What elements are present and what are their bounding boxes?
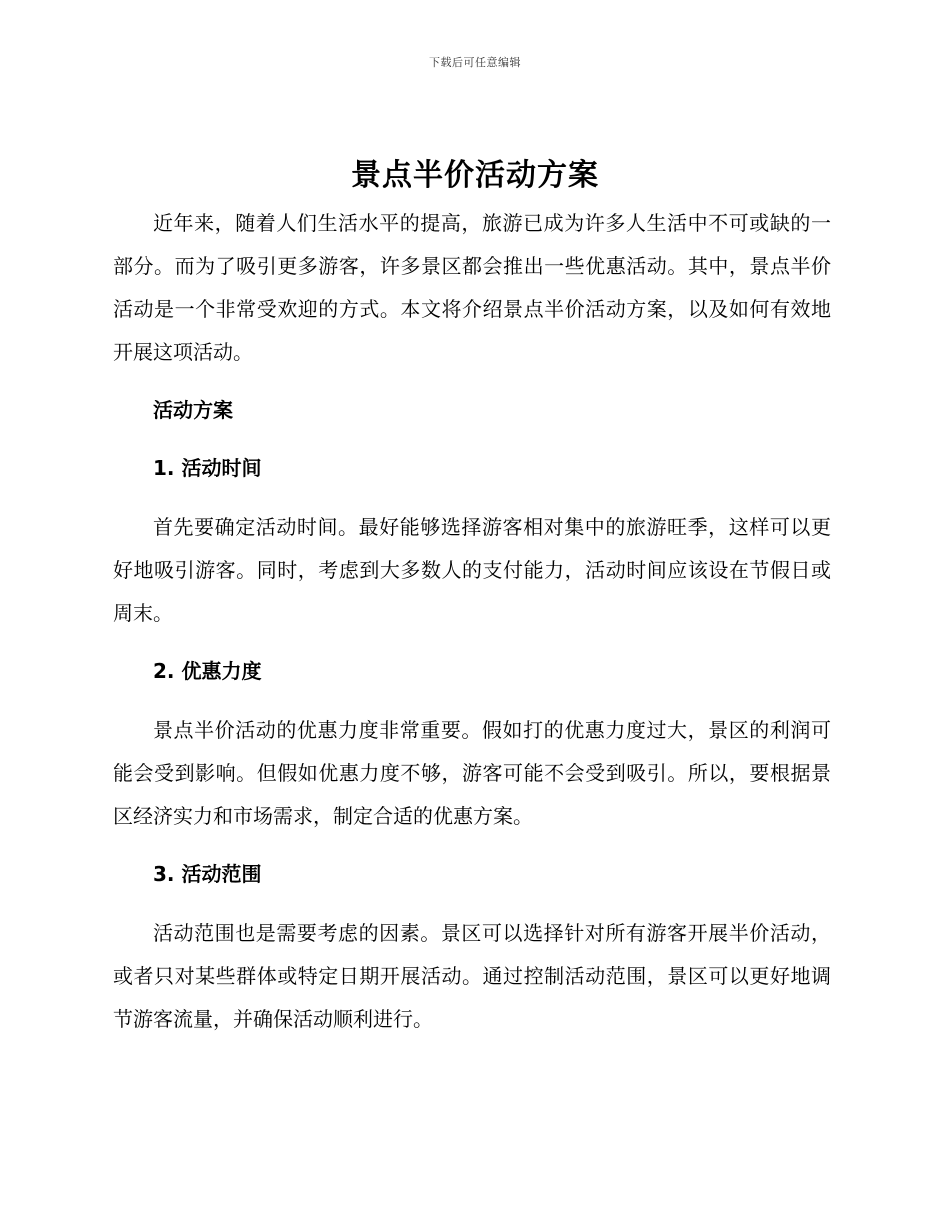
section-heading-scope: 3. 活动范围 xyxy=(153,862,262,886)
section-body-discount: 景点半价活动的优惠力度非常重要。假如打的优惠力度过大，景区的利润可能会受到影响。但假如优惠力度不够，游客可能不会受到吸引。所以，要根据景区经济实力和市场需求，制定合适的优惠方案。 xyxy=(113,718,831,828)
section-body-scope: 活动范围也是需要考虑的因素。景区可以选择针对所有游客开展半价活动，或者只对某些群体或特定日期开展活动。通过控制活动范围，景区可以更好地调节游客流量，并确保活动顺利进行。 xyxy=(113,921,831,1031)
document-body xyxy=(113,202,831,1041)
section-body-time: 首先要确定活动时间。最好能够选择游客相对集中的旅游旺季，这样可以更好地吸引游客。同时，考虑到大多数人的支付能力，活动时间应该设在节假日或周末。 xyxy=(113,515,831,625)
plan-heading: 活动方案 xyxy=(153,398,233,422)
intro-paragraph: 近年来，随着人们生活水平的提高，旅游已成为许多人生活中不可或缺的一部分。而为了吸引更多游客，许多景区都会推出一些优惠活动。其中，景点半价活动是一个非常受欢迎的方式。本文将介绍景点半价活动方案，以及如何有效地开展这项活动。 xyxy=(113,211,831,364)
section-heading-discount: 2. 优惠力度 xyxy=(153,659,262,683)
header-note: 下载后可任意编辑 xyxy=(429,56,521,69)
section-heading-time: 1. 活动时间 xyxy=(153,456,262,480)
document-title: 景点半价活动方案 xyxy=(351,158,599,193)
